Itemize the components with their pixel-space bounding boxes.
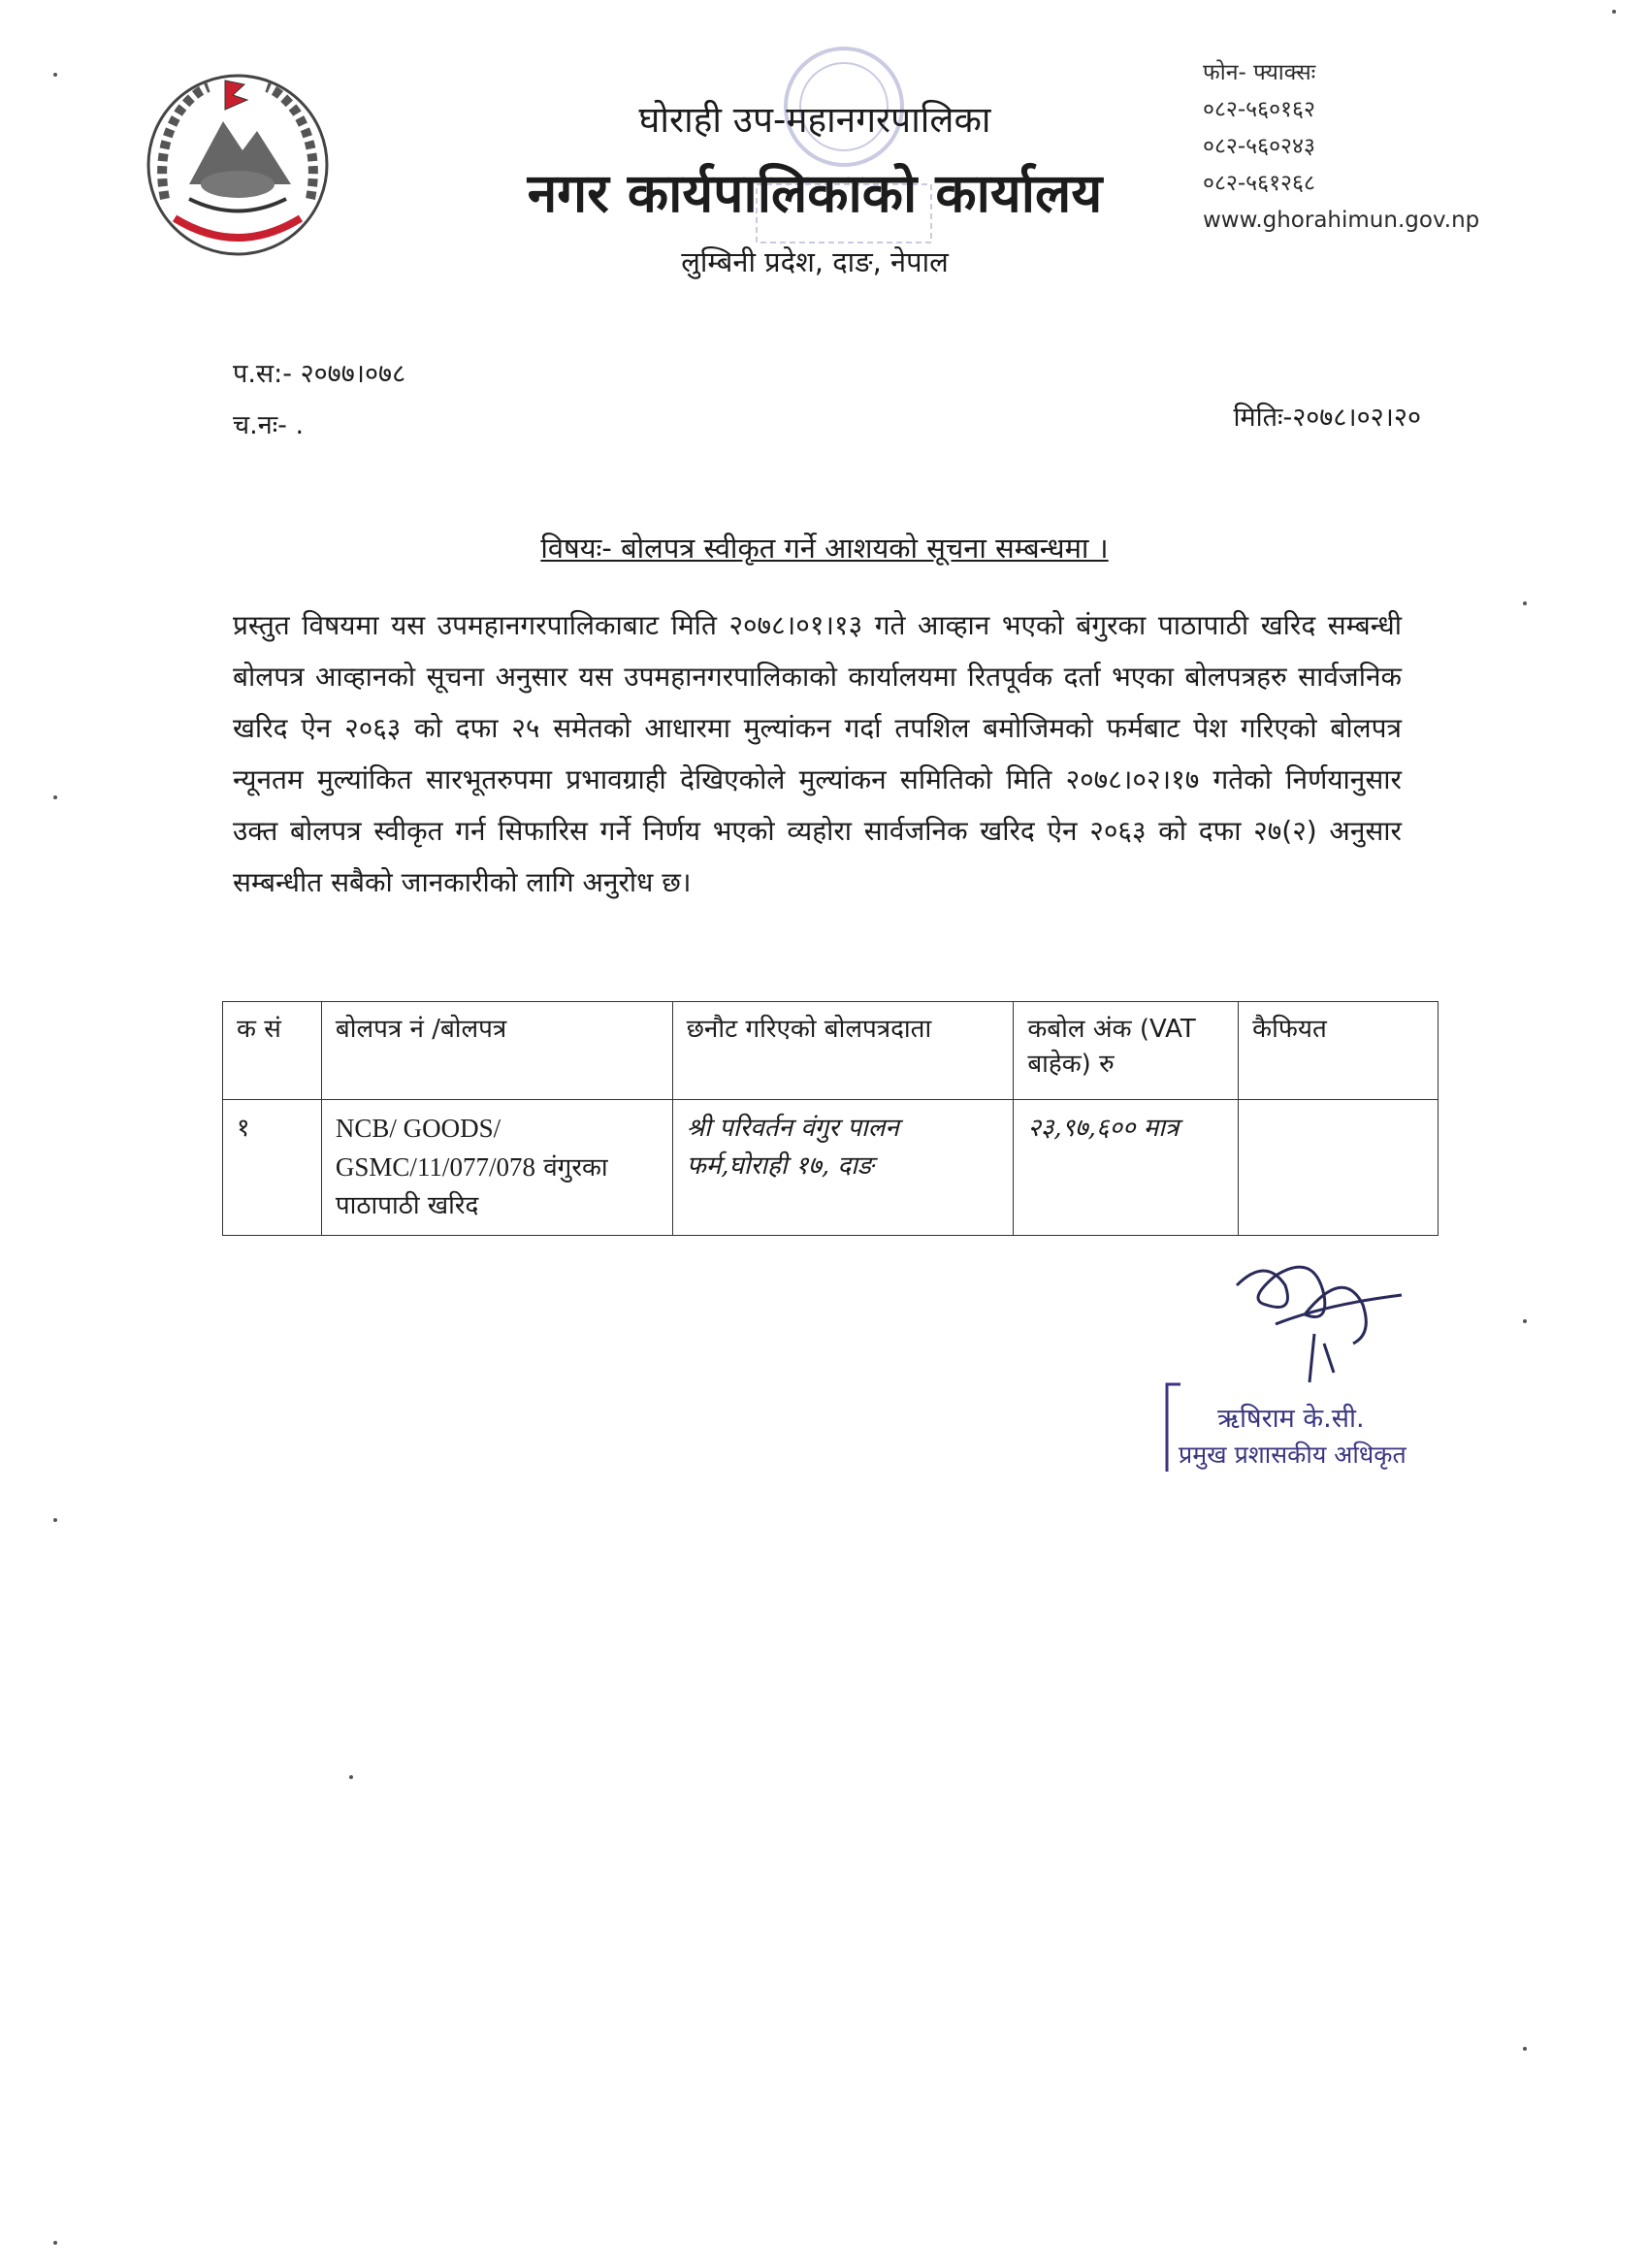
scan-speck	[1523, 2047, 1527, 2051]
reference-ps: प.स:- २०७७।०७८	[233, 359, 406, 389]
website-link[interactable]: www.ghorahimun.gov.np	[1203, 208, 1480, 233]
table-header-row	[223, 1002, 1439, 1100]
cell-sn: १	[223, 1100, 322, 1236]
scan-speck	[53, 2241, 57, 2245]
scan-speck	[349, 1775, 353, 1779]
bid-number: NCB/ GOODS/ GSMC/11/077/078	[335, 1114, 535, 1182]
subject-text: विषयः- बोलपत्र स्वीकृत गर्ने आशयको सूचना सम्बन्धमा ।	[540, 532, 1109, 565]
handwritten-signature	[1217, 1247, 1411, 1392]
phone-number: ०८२-५६१२६८	[1203, 171, 1315, 196]
scan-speck	[53, 1518, 57, 1522]
col-header-bid-no: बोलपत्र नं /बोलपत्र	[321, 1002, 672, 1100]
organization-name: घोराही उप-महानगरपालिका	[638, 99, 991, 141]
subject-line	[0, 529, 1649, 567]
office-name: नगर कार्यपालिकाको कार्यालय	[527, 162, 1103, 224]
contact-block	[1203, 54, 1479, 239]
reference-cn: च.नः- .	[233, 410, 305, 440]
scan-speck	[1523, 601, 1527, 605]
contact-label: फोन- फ्याक्सः	[1203, 60, 1316, 85]
col-header-sn: क सं	[223, 1002, 322, 1100]
cell-bid-no	[321, 1100, 672, 1236]
scan-speck	[53, 795, 57, 799]
signatory-name: ऋषिराम के.सी.	[1217, 1404, 1365, 1434]
col-header-amount: कबोल अंक (VAT बाहेक) रु	[1014, 1002, 1239, 1100]
col-header-remarks: कैफियत	[1239, 1002, 1439, 1100]
scan-speck	[53, 73, 57, 77]
office-address: लुम्बिनी प्रदेश, दाङ, नेपाल	[681, 245, 949, 278]
nepal-emblem	[136, 63, 340, 262]
bid-item: वंगुरका पाठापाठी खरिद	[335, 1153, 608, 1220]
body-paragraph: प्रस्तुत विषयमा यस उपमहानगरपालिकाबाट मिति २०७८।०१।१३ गते आव्हान भएको बंगुरका पाठापाठी खरिद सम्बन्धी बोलपत्र आव्हानको सूचना अनुसार यस उपमहानगरपालिकाको कार्यालयमा रितपूर्वक दर्ता भएका बोलपत्रहरु सार्वजनिक खरिद ऐन २०६३ को दफा २५ समेतको आधारमा मुल्यांकन गर्दा तपशिल बमोजिमको फर्मबाट पेश गरिएको बोलपत्र न्यूनतम मुल्यांकित सारभूतरुपमा प्रभावग्राही देखिएकोले मुल्यांकन समितिको मिति २०७८।०२।१७ गतेको निर्णयानुसार उक्त बोलपत्र स्वीकृत गर्न सिफारिस गर्ने निर्णय भएको व्यहोरा सार्वजनिक खरिद ऐन २०६३ को दफा २७(२) अनुसार सम्बन्धीत सबैको जानकारीको लागि अनुरोध छ।	[233, 609, 1402, 898]
scan-speck	[1612, 10, 1616, 14]
cell-remarks	[1239, 1100, 1439, 1236]
cell-bidder: श्री परिवर्तन वंगुर पालन फर्म,घोराही १७, दाङ	[672, 1100, 1014, 1236]
bid-table	[222, 1001, 1439, 1236]
scan-speck	[1523, 1319, 1527, 1323]
phone-number: ०८२-५६०२४३	[1203, 134, 1315, 159]
cell-amount: २३,९७,६०० मात्र	[1014, 1100, 1239, 1236]
signatory-title: प्रमुख प्रशासकीय अधिकृत	[1179, 1441, 1406, 1469]
table-row	[223, 1100, 1439, 1236]
col-header-bidder: छनौट गरिएको बोलपत्रदाता	[672, 1002, 1014, 1100]
letter-date: मितिः-२०७८।०२।२०	[1233, 403, 1421, 433]
phone-number: ०८२-५६०१६२	[1203, 97, 1315, 122]
